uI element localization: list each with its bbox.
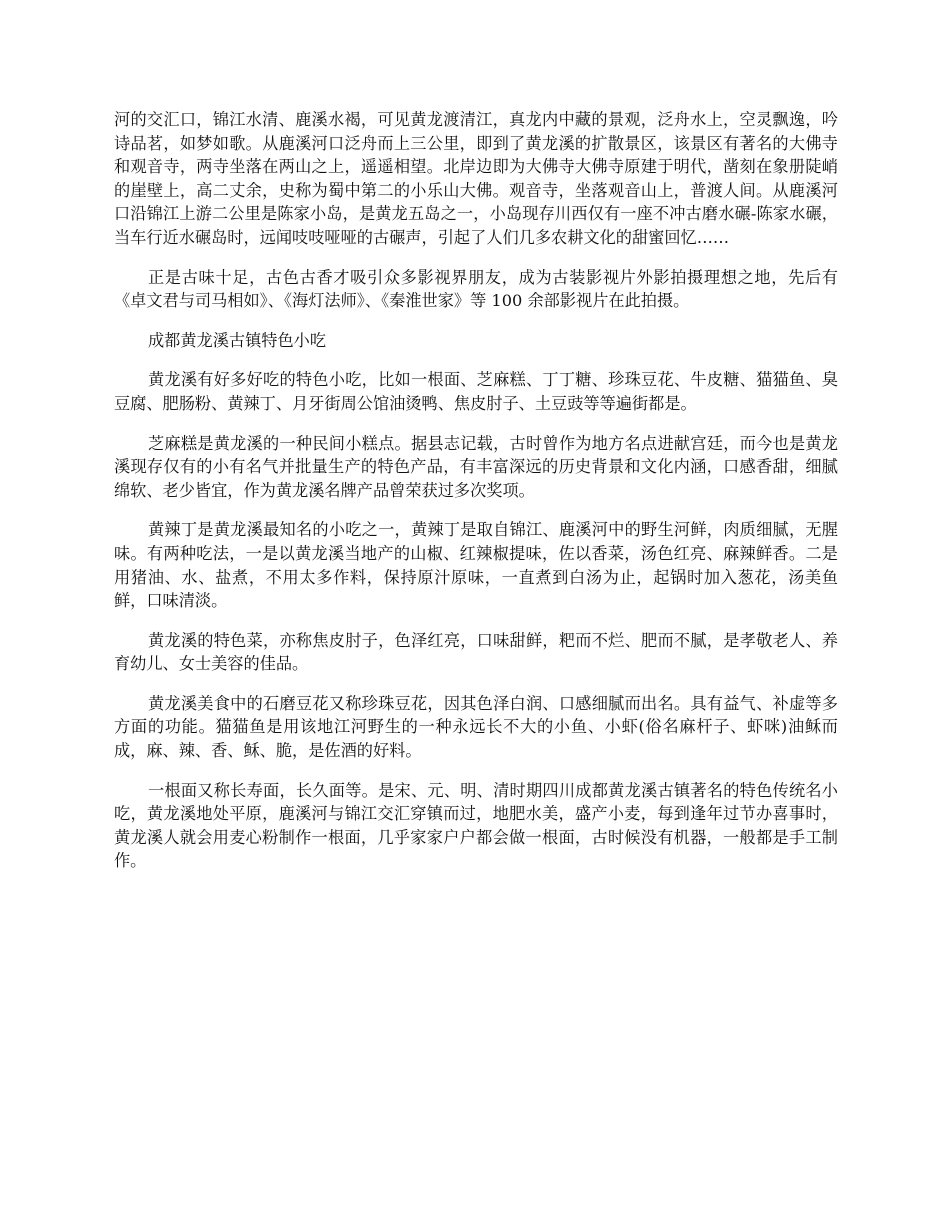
paragraph-yellow-catfish: 黄辣丁是黄龙溪最知名的小吃之一，黄辣丁是取自锦江、鹿溪河中的野生河鲜，肉质细腻，无腥味。有两种吃法，一是以黄龙溪当地产的山椒、红辣椒提味，佐以香菜，汤色红亮、麻辣鲜香。二是用猪油、水、盐煮，不用太多作料，保持原汁原味，一直煮到白汤为止，起锅时加入葱花，汤美鱼鲜，口味清淡。 xyxy=(114,520,838,611)
section-heading-snacks: 成都黄龙溪古镇特色小吃 xyxy=(148,330,327,350)
paragraph-confluence-scenery: 河的交汇口，锦江水清、鹿溪水褐，可见黄龙渡清江，真龙内中藏的景观，泛舟水上，空灵飘逸，吟诗品茗，如梦如歌。从鹿溪河口泛舟而上三公里，即到了黄龙溪的扩散景区，该景区有著名的大佛寺 和观音寺，两寺坐落在两山之上，遥遥相望。北岸边即为大佛寺大佛寺原建于明代，凿刻在象册陡峭的崖壁上，高二丈余，史称为蜀中第二的小乐山大佛。观音寺，坐落观音山上，普渡人间。从鹿溪河口沿锦江上游二公里是陈家小岛，是黄龙五岛之一，小岛现存川西仅有一座不冲古磨水碾-陈家水碾，当车行近水碾岛时，远闻吱吱哑哑的古碾声，引起了人们几多农耕文化的甜蜜回忆…… xyxy=(114,110,838,247)
paragraph-longevity-noodle: 一根面又称长寿面，长久面等。是宋、元、明、清时期四川成都黄龙溪古镇著名的特色传统名小吃，黄龙溪地处平原，鹿溪河与锦江交汇穿镇而过，地肥水美，盛产小麦，每到逢年过节办喜事时，黄龙溪人就会用麦心粉制作一根面，几乎家家户户都会做一根面，古时候没有机器，一般都是手工制作。 xyxy=(114,780,838,871)
paragraph-pork-knuckle: 黄龙溪的特色菜，亦称焦皮肘子，色泽红亮，口味甜鲜，粑而不烂、肥而不腻，是孝敬老人、养育幼儿、女士美容的佳品。 xyxy=(114,630,838,674)
paragraph-snacks-list: 黄龙溪有好多好吃的特色小吃，比如一根面、芝麻糕、丁丁糖、珍珠豆花、牛皮糖、猫猫鱼、臭豆腐、肥肠粉、黄辣丁、月牙街周公馆油烫鸭、焦皮肘子、土豆豉等等遍街都是。 xyxy=(114,370,838,413)
paragraph-sesame-cake: 芝麻糕是黄龙溪的一种民间小糕点。据县志记载，古时曾作为地方名点进献宫廷，而今也是黄龙溪现存仅有的小有名气并批量生产的特色产品，有丰富深远的历史背景和文化内涵，口感香甜，细腻绵软、老少皆宜，作为黄龙溪名牌产品曾荣获过多次奖项。 xyxy=(114,433,838,500)
paragraph-tofu-pudding: 黄龙溪美食中的石磨豆花又称珍珠豆花，因其色泽白润、口感细腻而出名。具有益气、补虚等多方面的功能。猫猫鱼是用该地江河野生的一种永远长不大的小鱼、小虾(俗名麻杆子、虾咪)油稣而成，麻、辣、香、稣、脆，是佐酒的好料。 xyxy=(114,693,838,761)
paragraph-film-location: 正是古味十足，古色古香才吸引众多影视界朋友，成为古装影视片外影拍摄理想之地，先后有《卓文君与司马相如》、《海灯法师》、《秦淮世家》等 100 余部影视片在此拍摄。 xyxy=(114,267,838,311)
